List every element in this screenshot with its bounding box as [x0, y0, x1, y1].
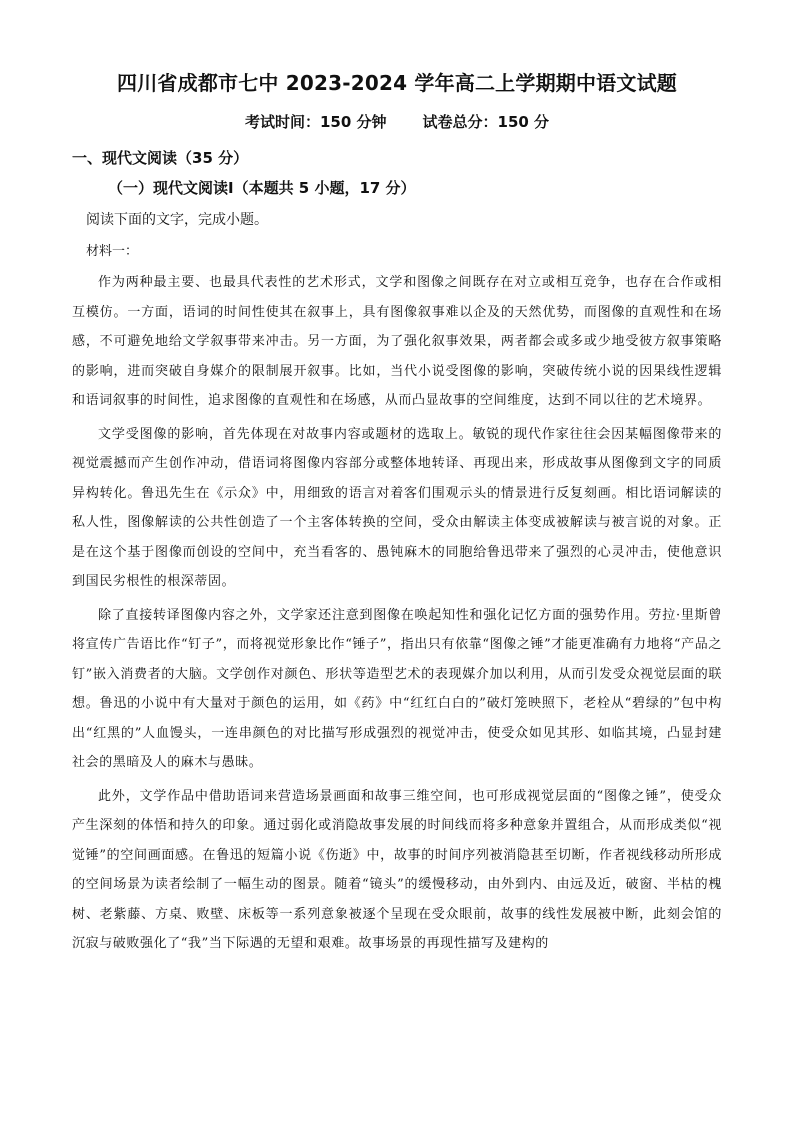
paragraph: 此外，文学作品中借助语词来营造场景画面和故事三维空间，也可形成视觉层面的“图像之锤”，使受众产生深刻的体悟和持久的印象。通过弱化或消隐故事发展的时间线而将多种意象并置组合，从而形成类似“视觉锤”的空间画面感。在鲁迅的短篇小说《伤逝》中，故事的时间序列被消隐甚至切断，作者视线移动所形成的空间场景为读者绘制了一幅生动的图景。随着“镜头”的缓慢移动，由外到内、由远及近，破窗、半枯的槐树、老紫藤、方桌、败壁、床板等一系列意象被逐个呈现在受众眼前，故事的线性发展被中断，此刻会馆的沉寂与破败强化了“我”当下际遇的无望和艰难。故事场景的再现性描写及建构的: [72, 788, 722, 951]
paragraph: 除了直接转译图像内容之外，文学家还注意到图像在唤起知性和强化记忆方面的强势作用。劳拉·里斯曾将宣传广告语比作“钉子”，而将视觉形象比作“锤子”，指出只有依靠“图像之锤”才能更准确有力地将“产品之钉”嵌入消费者的大脑。文学创作对颜色、形状等造型艺术的表现媒介加以利用，从而引发受众视觉层面的联想。鲁迅的小说中有大量对于颜色的运用，如《药》中“红红白白的”破灯笼映照下，老栓从“碧绿的”包中构出“红黑的”人血馒头，一连串颜色的对比描写形成强烈的视觉冲击，使受众如见其形、如临其境，凸显封建社会的黑暗及人的麻木与愚昧。: [72, 607, 722, 770]
exam-title: 四川省成都市七中 2023-2024 学年高二上学期期中语文试题: [117, 71, 677, 95]
exam-meta: [72, 110, 722, 134]
reading-instruction: 阅读下面的文字，完成小题。: [86, 212, 268, 228]
section-heading: 一、现代文阅读（35 分）: [72, 149, 249, 167]
exam-time: 考试时间：150 分钟: [244, 113, 387, 131]
paragraph: 作为两种最主要、也最具代表性的艺术形式，文学和图像之间既存在对立或相互竞争，也存在合作或相互模仿。一方面，语词的时间性使其在叙事上，具有图像叙事难以企及的天然优势，而图像的直观性和在场感，不可避免地给文学叙事带来冲击。另一方面，为了强化叙事效果，两者都会或多或少地受彼方叙事策略的影响，进而突破自身媒介的限制展开叙事。比如，当代小说受图像的影响，突破传统小说的因果线性逻辑和语词叙事的时间性，追求图像的直观性和在场感，从而凸显故事的空间维度，达到不同以往的艺术境界。: [72, 275, 722, 408]
material-label: 材料一：: [86, 244, 139, 259]
paragraph: 文学受图像的影响，首先体现在对故事内容或题材的选取上。敏锐的现代作家往往会因某幅图像带来的视觉震撼而产生创作冲动，借语词将图像内容部分或整体地转译、再现出来，形成故事从图像到文字的同质异构转化。鲁迅先生在《示众》中，用细致的语言对着客们围观示头的情景进行反复刻画。相比语词解读的私人性，图像解读的公共性创造了一个主客体转换的空间，受众由解读主体变成被解读与被言说的对象。正是在这个基于图像而创设的空间中，充当看客的、愚钝麻木的同胞给鲁迅带来了强烈的心灵冲击，使他意识到国民劣根性的根深蒂固。: [72, 426, 722, 589]
total-score: 试卷总分：150 分: [422, 113, 550, 131]
subsection-heading: （一）现代文阅读Ⅰ（本题共 5 小题，17 分）: [108, 179, 416, 197]
